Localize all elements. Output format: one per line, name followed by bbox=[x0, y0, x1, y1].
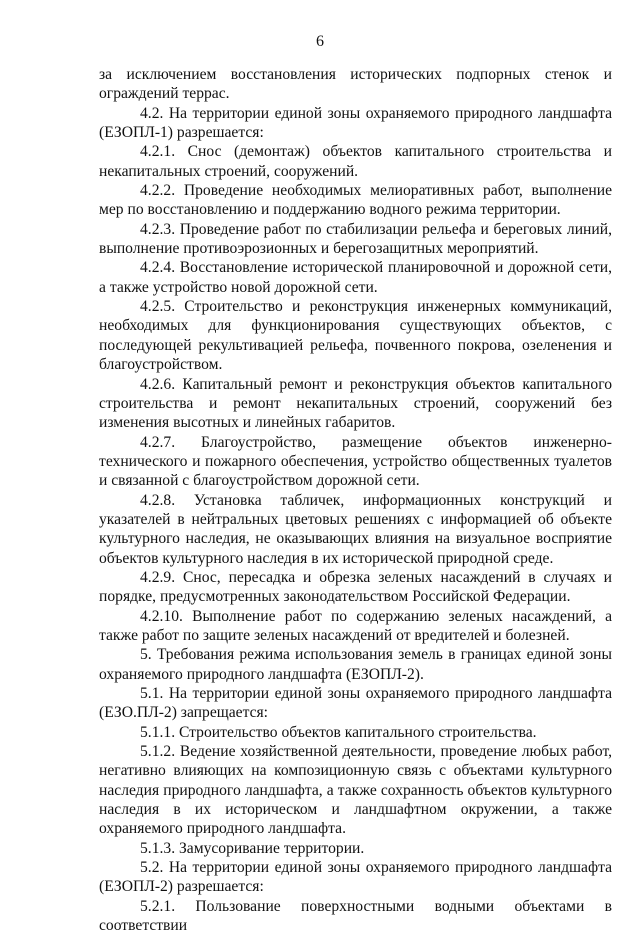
paragraph: 4.2.10. Выполнение работ по содержанию зеленых насаждений, а также работ по защите зеленых насаждений от вредителей и болезней. bbox=[99, 607, 612, 644]
paragraph: 5.1.3. Замусоривание территории. bbox=[140, 839, 365, 857]
paragraph: 4.2.8. Установка табличек, информационных конструкций и указателей в нейтральных цветовых решениях с информацией об объекте культурного наследия, не оказывающих влияния на визуальное восприятие объектов культурного наследия в их исторической природной среде. bbox=[99, 491, 612, 567]
paragraph: 5.1.1. Строительство объектов капитального строительства. bbox=[140, 723, 537, 741]
paragraph: 4.2.5. Строительство и реконструкция инженерных коммуникаций, необходимых для функционирования существующих объектов, с последующей рекультивацией рельефа, почвенного покрова, озеленения и благоустройством. bbox=[99, 298, 612, 374]
paragraph: 4.2.9. Снос, пересадка и обрезка зеленых насаждений в случаях и порядке, предусмотренных законодательством Российской Федерации. bbox=[99, 568, 612, 606]
paragraph: 4.2.7. Благоустройство, размещение объектов инженерно-технического и пожарного обеспечения, устройство общественных туалетов и связанной с благоустройством дорожной сети. bbox=[99, 433, 612, 490]
section-heading: 5. Требования режима использования земель в границах единой зоны охраняемого природного ландшафта (ЕЗОПЛ-2). bbox=[99, 646, 612, 683]
paragraph: за исключением восстановления исторических подпорных стенок и ограждений террас. bbox=[99, 66, 612, 103]
paragraph: 4.2.1. Снос (демонтаж) объектов капитального строительства и некапитальных строений, сооружений. bbox=[99, 143, 612, 180]
paragraph: 5.2. На территории единой зоны охраняемого природного ландшафта (ЕЗОПЛ-2) разрешается: bbox=[99, 859, 612, 896]
page-number: 6 bbox=[316, 33, 324, 50]
paragraph: 5.1. На территории единой зоны охраняемого природного ландшафта (ЕЗО.ПЛ-2) запрещается: bbox=[99, 685, 612, 722]
document-body bbox=[99, 65, 612, 935]
paragraph: 5.2.1. Пользование поверхностными водными объектами в соответствии bbox=[99, 897, 612, 935]
paragraph: 4.2. На территории единой зоны охраняемого природного ландшафта (ЕЗОПЛ-1) разрешается: bbox=[99, 104, 612, 142]
paragraph: 4.2.2. Проведение необходимых мелиоративных работ, выполнение мер по восстановлению и поддержанию водного режима территории. bbox=[99, 182, 612, 219]
paragraph: 4.2.3. Проведение работ по стабилизации рельефа и береговых линий, выполнение противоэрозионных и берегозащитных мероприятий. bbox=[99, 220, 612, 258]
paragraph: 4.2.4. Восстановление исторической планировочной и дорожной сети, а также устройство новой дорожной сети. bbox=[99, 259, 612, 296]
paragraph: 4.2.6. Капитальный ремонт и реконструкция объектов капитального строительства и ремонт некапитальных строений, сооружений без изменения высотных и линейных габаритов. bbox=[99, 375, 612, 432]
paragraph: 5.1.2. Ведение хозяйственной деятельности, проведение любых работ, негативно влияющих на композиционную связь с объектами культурного наследия природного ландшафта, а также сохранность объектов культурного наследия в их историческом и ландшафтном окружении, а также охраняемого природного ландшафта. bbox=[99, 743, 612, 838]
